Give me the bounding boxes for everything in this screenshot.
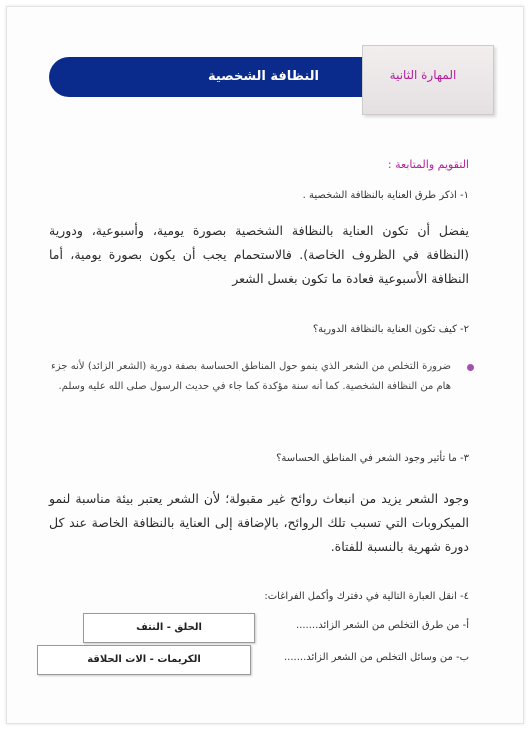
skill-label: المهارة الثانية (389, 68, 457, 82)
answer-3: وجود الشعر يزيد من انبعاث روائح غير مقبولة؛ لأن الشعر يعتبر بيئة مناسبة لنمو الميكروبات التي تسبب تلك الروائح، بالإضافة إلى العناية بالنظافة الخاصة عند كل دورة شهرية بالنسبة للفتاة. (49, 491, 469, 554)
section-title: التقويم والمتابعة : (387, 158, 469, 171)
answer-2: ضرورة التخلص من الشعر الذي ينمو حول المناطق الحساسة بصفة دورية (الشعر الزائد) لأنه جزء هام من النظافة الشخصية. كما أنه سنة مؤكدة كما جاء في حديث الرسول صلى الله عليه وسلم. (51, 361, 451, 392)
bullet-icon (467, 364, 474, 371)
blank-item-a: أ- من طرق التخلص من الشعر الزائد....... (296, 620, 469, 631)
title-banner (49, 57, 379, 97)
answer-box-a: الحلق - النتف (83, 613, 255, 643)
question-2: ٢- كيف تكون العناية بالنظافة الدورية؟ (312, 324, 469, 335)
answer-box-b: الكريمات - الات الحلاقة (37, 645, 251, 675)
answer-1: يفضل أن تكون العناية بالنظافة الشخصية بصورة يومية، وأسبوعية، ودورية (النظافة في الظروف الخاصة). فالاستحمام يجب أن يكون بصورة يومية، أما النظافة الأسبوعية فعادة ما تكون بغسل الشعر (49, 223, 469, 286)
skill-tab (362, 45, 494, 115)
question-3: ٣- ما تأثير وجود الشعر في المناطق الحساسة؟ (276, 453, 469, 464)
document-page (6, 6, 524, 724)
question-4: ٤- انقل العبارة التالية في دفترك وأكمل الفراغات: (264, 591, 469, 602)
question-1: ١- اذكر طرق العناية بالنظافة الشخصية . (302, 190, 469, 201)
page-title: النظافة الشخصية (207, 69, 319, 84)
blank-item-b: ب- من وسائل التخلص من الشعر الزائد....... (284, 652, 469, 663)
